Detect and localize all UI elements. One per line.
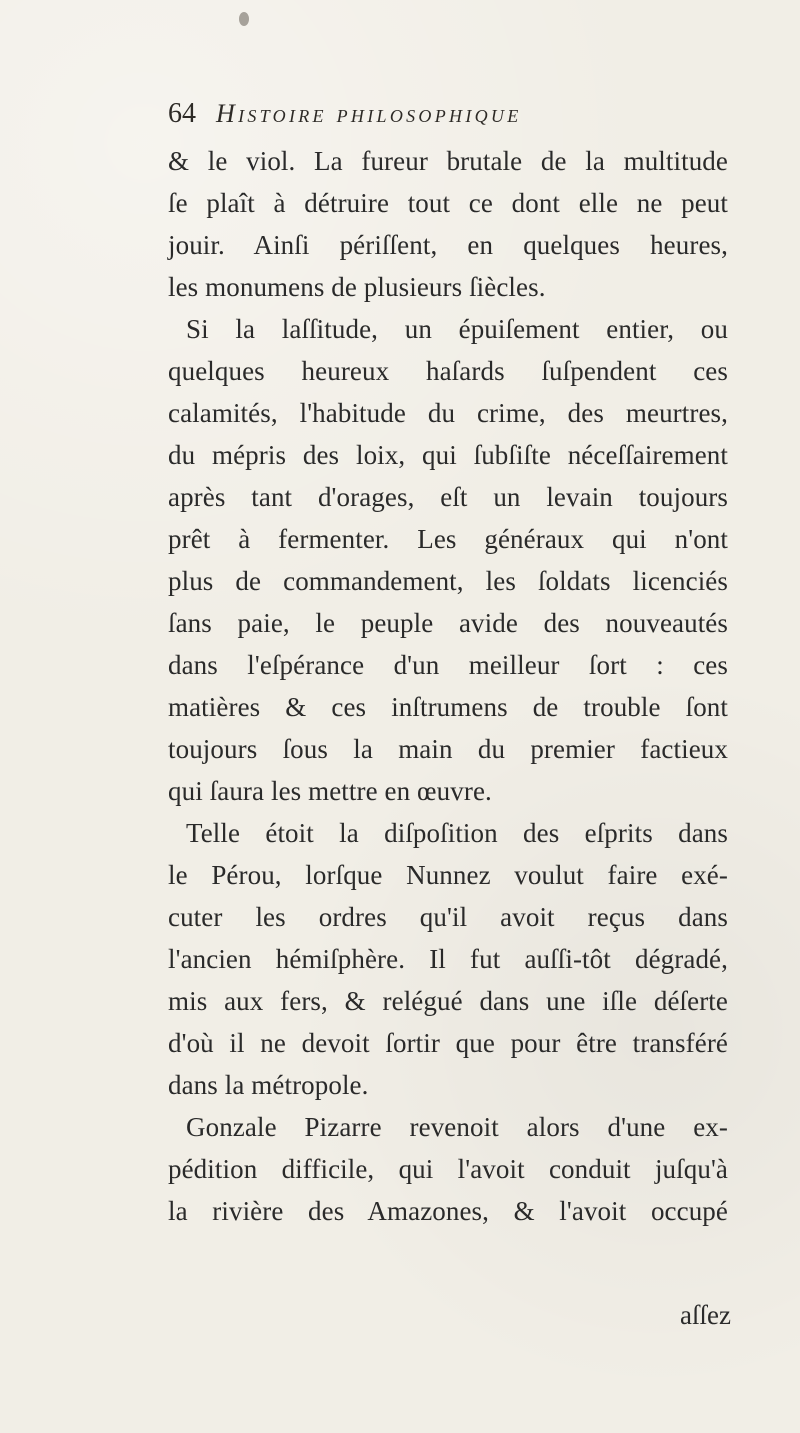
text-line: dans l'eſpérance d'un meilleur ſort : ces xyxy=(168,650,728,680)
text-line: & le viol. La fureur brutale de la multitude xyxy=(168,146,728,176)
text-line: toujours ſous la main du premier factieux xyxy=(168,734,728,764)
text-line: plus de commandement, les ſoldats licenciés xyxy=(168,566,728,596)
text-line: quelques heureux haſards ſuſpendent ces xyxy=(168,356,728,386)
running-title: Histoire philosophique xyxy=(216,99,522,128)
text-line: ſans paie, le peuple avide des nouveautés xyxy=(168,608,728,638)
text-line: cuter les ordres qu'il avoit reçus dans xyxy=(168,902,728,932)
page-number: 64 xyxy=(168,98,196,129)
text-line: Si la laſſitude, un épuiſement entier, ou xyxy=(186,314,728,344)
text-line: calamités, l'habitude du crime, des meurtres, xyxy=(168,398,728,428)
text-line: mis aux fers, & relégué dans une iſle déſerte xyxy=(168,986,728,1016)
text-line: d'où il ne devoit ſortir que pour être transféré xyxy=(168,1028,728,1058)
text-line: les monumens de plusieurs ſiècles. xyxy=(168,272,546,302)
page-header xyxy=(168,96,728,134)
text-line: qui ſaura les mettre en œuvre. xyxy=(168,776,492,806)
ink-spot xyxy=(239,12,249,26)
text-line: pédition difficile, qui l'avoit conduit juſqu'à xyxy=(168,1154,728,1184)
text-line: après tant d'orages, eſt un levain toujours xyxy=(168,482,728,512)
text-line: le Pérou, lorſque Nunnez voulut faire exé- xyxy=(168,860,728,890)
text-line: Telle étoit la diſpoſition des eſprits dans xyxy=(186,818,728,848)
text-line: matières & ces inſtrumens de trouble ſont xyxy=(168,692,728,722)
text-line: jouir. Ainſi périſſent, en quelques heures, xyxy=(168,230,728,260)
text-line: dans la métropole. xyxy=(168,1070,369,1100)
text-line: la rivière des Amazones, & l'avoit occupé xyxy=(168,1196,728,1226)
text-line: prêt à fermenter. Les généraux qui n'ont xyxy=(168,524,728,554)
catchword: aſſez xyxy=(680,1300,731,1330)
text-line: Gonzale Pizarre revenoit alors d'une ex- xyxy=(186,1112,728,1142)
text-line: l'ancien hémiſphère. Il fut auſſi-tôt dégradé, xyxy=(168,944,728,974)
text-line: du mépris des loix, qui ſubſiſte néceſſairement xyxy=(168,440,728,470)
text-line: ſe plaît à détruire tout ce dont elle ne peut xyxy=(168,188,728,218)
